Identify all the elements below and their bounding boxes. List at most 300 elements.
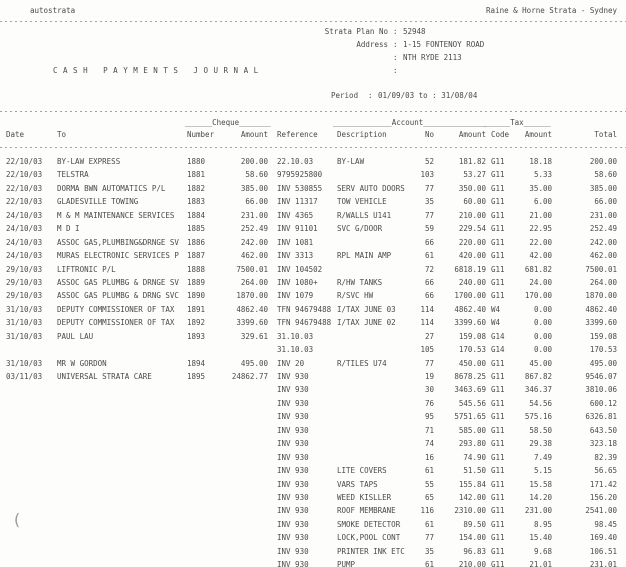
cell-account-amount: 4862.40 xyxy=(454,304,486,314)
cell-reference: INV 930 xyxy=(277,519,309,529)
cell-description: LOCK,POOL CONT xyxy=(337,533,401,543)
cell-account-amount: 170.53 xyxy=(458,345,486,355)
cell-account-amount: 8678.25 xyxy=(454,372,486,382)
cell-account-no: 74 xyxy=(424,439,434,449)
cell-date: 22/10/03 xyxy=(6,197,43,207)
cell-account-amount: 229.54 xyxy=(458,224,486,234)
cell-tax-code: G11 xyxy=(491,197,505,207)
cell-cheque-number: 1888 xyxy=(187,264,206,274)
cell-account-no: 61 xyxy=(424,560,434,567)
strata-plan-label: Strata Plan No xyxy=(324,27,388,36)
cell-tax-code: G11 xyxy=(491,479,505,489)
cell-description: R/WALLS U141 xyxy=(337,210,392,220)
colon: : xyxy=(393,27,398,36)
cell-account-amount: 240.00 xyxy=(458,277,486,287)
cell-tax-amount: 681.82 xyxy=(524,264,552,274)
cell-cheque-amount: 58.60 xyxy=(245,170,268,180)
cell-tax-amount: 18.18 xyxy=(529,157,552,166)
column-tax-code: Code xyxy=(491,130,510,139)
journal-row xyxy=(0,184,626,195)
cell-total: 4862.40 xyxy=(585,304,617,314)
cell-description: I/TAX JUNE 03 xyxy=(337,304,396,314)
journal-row xyxy=(0,439,626,450)
cell-account-amount: 3399.60 xyxy=(454,318,486,328)
cell-description: I/TAX JUNE 02 xyxy=(337,318,396,328)
cell-payee: GLADESVILLE TOWING xyxy=(57,197,139,207)
cell-date: 24/10/03 xyxy=(6,210,43,220)
cell-total: 66.00 xyxy=(594,197,617,207)
cell-reference: 31.10.03 xyxy=(277,331,314,341)
cell-account-amount: 420.00 xyxy=(458,251,486,261)
cell-tax-code: G11 xyxy=(491,412,505,422)
cell-description: R/HW TANKS xyxy=(337,277,383,287)
cell-total: 82.39 xyxy=(594,452,617,462)
journal-row xyxy=(0,466,626,477)
cell-date: 24/10/03 xyxy=(6,237,43,247)
cell-tax-amount: 5.33 xyxy=(533,170,552,180)
cell-date: 24/10/03 xyxy=(6,224,43,234)
cell-payee: LIFTRONIC P/L xyxy=(57,264,116,274)
cell-total: 252.49 xyxy=(589,224,617,234)
cell-account-amount: 450.00 xyxy=(458,358,486,368)
cell-tax-amount: 54.56 xyxy=(529,398,552,408)
journal-row xyxy=(0,305,626,316)
cell-tax-code: G11 xyxy=(491,291,505,301)
period-value: 01/09/03 to : 31/08/04 xyxy=(378,91,478,100)
cell-total: 1870.00 xyxy=(585,291,617,301)
cell-cheque-number: 1893 xyxy=(187,331,206,341)
cell-reference: INV 11317 xyxy=(277,197,318,207)
cell-reference: INV 930 xyxy=(277,546,309,556)
cell-tax-code: G11 xyxy=(491,277,505,287)
cell-date: 31/10/03 xyxy=(6,318,43,328)
cell-tax-code: G11 xyxy=(491,358,505,368)
account-group-header: _____________Account______________ xyxy=(333,118,487,127)
cell-tax-amount: 8.95 xyxy=(533,519,552,529)
cell-account-amount: 293.80 xyxy=(458,439,486,449)
cell-account-amount: 53.27 xyxy=(463,170,486,180)
cell-tax-code: G11 xyxy=(491,264,505,274)
cell-reference: TFN 94679488 xyxy=(277,304,332,314)
cell-tax-code: G11 xyxy=(491,170,505,180)
cell-tax-code: G11 xyxy=(491,452,505,462)
cell-tax-code: G11 xyxy=(491,533,505,543)
journal-row xyxy=(0,520,626,531)
cell-tax-amount: 22.00 xyxy=(529,237,552,247)
office-name: Raine & Horne Strata - Sydney xyxy=(486,6,617,15)
cell-reference: INV 530855 xyxy=(277,183,323,193)
cell-account-no: 77 xyxy=(424,183,434,193)
cell-tax-amount: 14.20 xyxy=(529,493,552,502)
cell-cheque-amount: 24862.77 xyxy=(231,372,268,382)
column-date: Date xyxy=(6,130,25,139)
cell-total: 3810.06 xyxy=(585,385,617,395)
column-header-row xyxy=(0,130,626,141)
cell-account-no: 77 xyxy=(424,210,434,220)
cell-total: 169.40 xyxy=(589,533,617,543)
cell-account-amount: 181.82 xyxy=(458,157,486,166)
cell-total: 3399.60 xyxy=(585,318,617,328)
cell-tax-code: G11 xyxy=(491,425,505,435)
cell-tax-amount: 7.49 xyxy=(533,452,552,462)
cell-account-amount: 74.90 xyxy=(463,452,486,462)
cell-reference: INV 1081 xyxy=(277,237,314,247)
column-total: Total xyxy=(594,130,617,139)
cell-tax-code: G11 xyxy=(491,506,505,516)
cell-tax-amount: 0.00 xyxy=(533,318,552,328)
cell-payee: DEPUTY COMMISSIONER OF TAX xyxy=(57,318,175,328)
cell-tax-amount: 346.37 xyxy=(524,385,552,395)
cell-total: 231.01 xyxy=(589,560,617,567)
journal-row xyxy=(0,560,626,567)
cell-account-no: 66 xyxy=(424,277,434,287)
cell-tax-amount: 0.00 xyxy=(533,304,552,314)
cell-account-amount: 96.83 xyxy=(463,546,486,556)
cell-description: LITE COVERS xyxy=(337,466,387,476)
cell-tax-code: G11 xyxy=(491,493,505,502)
cell-cheque-amount: 495.00 xyxy=(240,358,268,368)
cell-tax-amount: 5.15 xyxy=(533,466,552,476)
journal-row xyxy=(0,412,626,423)
cell-date: 22/10/03 xyxy=(6,183,43,193)
cell-tax-code: G11 xyxy=(491,183,505,193)
cell-account-amount: 155.84 xyxy=(458,479,486,489)
journal-row xyxy=(0,480,626,491)
cell-description: TOW VEHICLE xyxy=(337,197,387,207)
cell-date: 31/10/03 xyxy=(6,358,43,368)
journal-row xyxy=(0,211,626,222)
cell-cheque-amount: 1870.00 xyxy=(236,291,268,301)
cell-reference: INV 4365 xyxy=(277,210,314,220)
cell-total: 159.08 xyxy=(589,331,617,341)
cell-tax-code: G11 xyxy=(491,466,505,476)
cell-total: 231.00 xyxy=(589,210,617,220)
cell-account-no: 35 xyxy=(424,546,434,556)
address-line-1: 1-15 FONTENOY ROAD xyxy=(403,40,485,49)
cell-account-amount: 6818.19 xyxy=(454,264,486,274)
journal-row xyxy=(0,547,626,558)
cell-payee: DEPUTY COMMISSIONER OF TAX xyxy=(57,304,175,314)
cell-tax-code: G11 xyxy=(491,439,505,449)
cell-total: 156.20 xyxy=(589,493,617,502)
cell-tax-amount: 21.01 xyxy=(529,560,552,567)
cell-total: 323.18 xyxy=(589,439,617,449)
cell-payee: ASSOC GAS PLUMBG & DRNG SVC xyxy=(57,291,179,301)
cell-cheque-amount: 329.61 xyxy=(240,331,268,341)
cell-description: BY-LAW xyxy=(337,157,365,166)
period-label: Period xyxy=(331,91,359,100)
journal-row xyxy=(0,385,626,396)
cell-payee: UNIVERSAL STRATA CARE xyxy=(57,372,152,382)
cell-tax-amount: 29.38 xyxy=(529,439,552,449)
cell-total: 495.00 xyxy=(589,358,617,368)
cell-account-no: 61 xyxy=(424,466,434,476)
app-name: autostrata xyxy=(30,6,76,15)
cell-account-amount: 220.00 xyxy=(458,237,486,247)
cell-account-no: 77 xyxy=(424,533,434,543)
cell-tax-amount: 0.00 xyxy=(533,345,552,355)
cell-description: R/SVC HW xyxy=(337,291,374,301)
cell-reference: 31.10.03 xyxy=(277,345,314,355)
cell-reference: INV 930 xyxy=(277,398,309,408)
cell-cheque-amount: 4862.40 xyxy=(236,304,268,314)
cell-cheque-amount: 66.00 xyxy=(245,197,268,207)
cell-account-no: 19 xyxy=(424,372,434,382)
cell-reference: INV 930 xyxy=(277,466,309,476)
column-account-no: No xyxy=(424,130,434,139)
cell-tax-code: W4 xyxy=(491,318,501,328)
cell-tax-amount: 58.50 xyxy=(529,425,552,435)
cell-cheque-number: 1883 xyxy=(187,197,206,207)
cell-payee: BY-LAW EXPRESS xyxy=(57,157,121,166)
journal-row xyxy=(0,170,626,181)
cell-tax-amount: 24.00 xyxy=(529,277,552,287)
cell-account-no: 61 xyxy=(424,519,434,529)
cell-cheque-number: 1884 xyxy=(187,210,206,220)
cell-description: SMOKE DETECTOR xyxy=(337,519,401,529)
cell-account-amount: 51.50 xyxy=(463,466,486,476)
cell-reference: INV 91101 xyxy=(277,224,318,234)
cell-description: RPL MAIN AMP xyxy=(337,251,392,261)
cell-cheque-amount: 7500.01 xyxy=(236,264,268,274)
cell-cheque-amount: 3399.60 xyxy=(236,318,268,328)
cell-tax-code: G11 xyxy=(491,546,505,556)
cell-account-no: 55 xyxy=(424,479,434,489)
cell-tax-code: G11 xyxy=(491,157,505,166)
cell-tax-amount: 45.00 xyxy=(529,358,552,368)
cell-total: 6326.81 xyxy=(585,412,617,422)
cell-total: 600.12 xyxy=(589,398,617,408)
journal-row xyxy=(0,372,626,383)
cell-total: 106.51 xyxy=(589,546,617,556)
cell-description: PUMP xyxy=(337,560,356,567)
strata-plan-number: 52948 xyxy=(403,27,426,36)
cell-reference: INV 1079 xyxy=(277,291,314,301)
cell-cheque-number: 1885 xyxy=(187,224,206,234)
cell-description: ROOF MEMBRANE xyxy=(337,506,396,516)
journal-row xyxy=(0,359,626,370)
cell-account-amount: 154.00 xyxy=(458,533,486,543)
cell-date: 22/10/03 xyxy=(6,157,43,166)
cell-reference: INV 930 xyxy=(277,506,309,516)
cell-account-amount: 60.00 xyxy=(463,197,486,207)
cell-account-no: 95 xyxy=(424,412,434,422)
cell-total: 98.45 xyxy=(594,519,617,529)
cell-payee: MURAS ELECTRONIC SERVICES P xyxy=(57,251,179,261)
cell-account-amount: 210.00 xyxy=(458,210,486,220)
journal-row xyxy=(0,238,626,249)
cell-reference: INV 930 xyxy=(277,425,309,435)
cell-total: 170.53 xyxy=(589,345,617,355)
cell-tax-code: G11 xyxy=(491,251,505,261)
journal-row xyxy=(0,399,626,410)
cell-tax-amount: 6.00 xyxy=(533,197,552,207)
cell-tax-code: G11 xyxy=(491,560,505,567)
cell-cheque-number: 1882 xyxy=(187,183,206,193)
cell-account-no: 65 xyxy=(424,493,434,502)
cell-tax-amount: 0.00 xyxy=(533,331,552,341)
cell-account-amount: 159.08 xyxy=(458,331,486,341)
cell-date: 31/10/03 xyxy=(6,304,43,314)
cell-payee: PAUL LAU xyxy=(57,331,94,341)
cell-tax-amount: 42.00 xyxy=(529,251,552,261)
cell-description: SERV AUTO DOORS xyxy=(337,183,405,193)
cell-description: R/TILES U74 xyxy=(337,358,387,368)
divider-header xyxy=(0,111,626,112)
cell-cheque-number: 1892 xyxy=(187,318,206,328)
cell-tax-amount: 170.00 xyxy=(524,291,552,301)
cell-cheque-amount: 252.49 xyxy=(240,224,268,234)
column-cheque-amount: Amount xyxy=(240,130,268,139)
cell-date: 24/10/03 xyxy=(6,251,43,261)
divider-columns xyxy=(0,147,626,148)
colon: : xyxy=(393,66,398,75)
cell-reference: INV 930 xyxy=(277,412,309,422)
cell-tax-amount: 575.16 xyxy=(524,412,552,422)
cell-account-amount: 142.00 xyxy=(458,493,486,502)
cell-tax-code: G14 xyxy=(491,331,505,341)
cell-reference: INV 1080+ xyxy=(277,277,318,287)
cell-account-amount: 1700.00 xyxy=(454,291,486,301)
cell-total: 171.42 xyxy=(589,479,617,489)
cell-reference: INV 930 xyxy=(277,452,309,462)
cell-cheque-number: 1886 xyxy=(187,237,206,247)
cell-account-no: 103 xyxy=(420,170,434,180)
cell-tax-code: G11 xyxy=(491,519,505,529)
cell-total: 58.60 xyxy=(594,170,617,180)
cell-account-no: 52 xyxy=(424,157,434,166)
journal-row xyxy=(0,291,626,302)
cell-account-no: 27 xyxy=(424,331,434,341)
address-label: Address xyxy=(356,40,388,49)
cell-account-no: 30 xyxy=(424,385,434,395)
cell-payee: ASSOC GAS PLUMBG & DRNGE SV xyxy=(57,277,179,287)
divider-top xyxy=(0,21,626,22)
cell-cheque-number: 1891 xyxy=(187,304,206,314)
cell-date: 31/10/03 xyxy=(6,331,43,341)
cell-cheque-amount: 231.00 xyxy=(240,210,268,220)
cell-total: 7500.01 xyxy=(585,264,617,274)
cell-tax-amount: 231.00 xyxy=(524,506,552,516)
colon: : xyxy=(368,91,373,100)
journal-row xyxy=(0,453,626,464)
journal-row xyxy=(0,332,626,343)
column-reference: Reference xyxy=(277,130,318,139)
cell-account-no: 59 xyxy=(424,224,434,234)
journal-row xyxy=(0,345,626,356)
cell-date: 29/10/03 xyxy=(6,291,43,301)
cell-date: 03/11/03 xyxy=(6,372,43,382)
journal-row xyxy=(0,278,626,289)
cell-cheque-amount: 200.00 xyxy=(240,157,268,166)
cell-total: 643.50 xyxy=(589,425,617,435)
cell-date: 22/10/03 xyxy=(6,170,43,180)
column-tax-amount: Amount xyxy=(524,130,552,139)
journal-row xyxy=(0,157,626,168)
cell-payee: ASSOC GAS,PLUMBING&DRNGE SV xyxy=(57,237,179,247)
cell-reference: INV 930 xyxy=(277,385,309,395)
cell-cheque-number: 1889 xyxy=(187,277,206,287)
cell-reference: INV 930 xyxy=(277,439,309,449)
cell-account-amount: 2310.00 xyxy=(454,506,486,516)
journal-row xyxy=(0,493,626,504)
cell-date: 29/10/03 xyxy=(6,264,43,274)
cell-cheque-number: 1887 xyxy=(187,251,206,261)
cell-total: 264.00 xyxy=(589,277,617,287)
cell-cheque-number: 1880 xyxy=(187,157,206,166)
journal-row xyxy=(0,197,626,208)
cell-tax-code: G11 xyxy=(491,237,505,247)
cell-description: VARS TAPS xyxy=(337,479,378,489)
cell-reference: 9795925800 xyxy=(277,170,323,180)
cell-tax-amount: 15.58 xyxy=(529,479,552,489)
cell-reference: INV 930 xyxy=(277,479,309,489)
cell-tax-code: G11 xyxy=(491,385,505,395)
cell-account-no: 72 xyxy=(424,264,434,274)
cell-total: 242.00 xyxy=(589,237,617,247)
cell-tax-amount: 22.95 xyxy=(529,224,552,234)
cell-reference: INV 3313 xyxy=(277,251,314,261)
cell-tax-code: G11 xyxy=(491,224,505,234)
cell-cheque-number: 1890 xyxy=(187,291,206,301)
cell-account-amount: 210.00 xyxy=(458,560,486,567)
cell-account-no: 114 xyxy=(420,304,434,314)
cell-description: WEED KISLLER xyxy=(337,493,392,502)
tax-group-header: ______Tax______ xyxy=(483,118,551,127)
cell-account-no: 35 xyxy=(424,197,434,207)
column-to: To xyxy=(57,130,67,139)
cell-tax-amount: 21.00 xyxy=(529,210,552,220)
cell-account-no: 116 xyxy=(420,506,434,516)
cell-tax-code: G11 xyxy=(491,210,505,220)
cell-reference: INV 930 xyxy=(277,372,309,382)
cell-tax-code: G11 xyxy=(491,398,505,408)
cell-cheque-number: 1881 xyxy=(187,170,206,180)
address-line-2: NTH RYDE 2113 xyxy=(403,53,462,62)
cell-account-no: 114 xyxy=(420,318,434,328)
cell-total: 9546.07 xyxy=(585,372,617,382)
cell-total: 56.65 xyxy=(594,466,617,476)
cell-cheque-amount: 264.00 xyxy=(240,277,268,287)
cell-reference: INV 20 xyxy=(277,358,305,368)
cell-account-amount: 3463.69 xyxy=(454,385,486,395)
column-cheque-number: Number xyxy=(187,130,215,139)
cell-tax-amount: 35.00 xyxy=(529,183,552,193)
cell-cheque-number: 1895 xyxy=(187,372,206,382)
cell-payee: TELSTRA xyxy=(57,170,89,180)
journal-row xyxy=(0,506,626,517)
colon: : xyxy=(393,40,398,49)
journal-row xyxy=(0,318,626,329)
report-title: C A S H P A Y M E N T S J O U R N A L xyxy=(53,66,259,75)
journal-row xyxy=(0,426,626,437)
column-description: Description xyxy=(337,130,387,139)
cell-tax-amount: 867.82 xyxy=(524,372,552,382)
colon: : xyxy=(393,53,398,62)
scan-artifact-mark: ( xyxy=(12,510,22,529)
cell-tax-code: W4 xyxy=(491,304,501,314)
cell-reference: INV 104502 xyxy=(277,264,323,274)
cell-account-amount: 585.00 xyxy=(458,425,486,435)
cell-account-no: 76 xyxy=(424,398,434,408)
cell-account-amount: 545.56 xyxy=(458,398,486,408)
cell-account-no: 77 xyxy=(424,358,434,368)
cell-account-no: 66 xyxy=(424,291,434,301)
journal-row xyxy=(0,265,626,276)
cell-account-no: 16 xyxy=(424,452,434,462)
cell-cheque-amount: 242.00 xyxy=(240,237,268,247)
cell-cheque-amount: 462.00 xyxy=(240,251,268,261)
